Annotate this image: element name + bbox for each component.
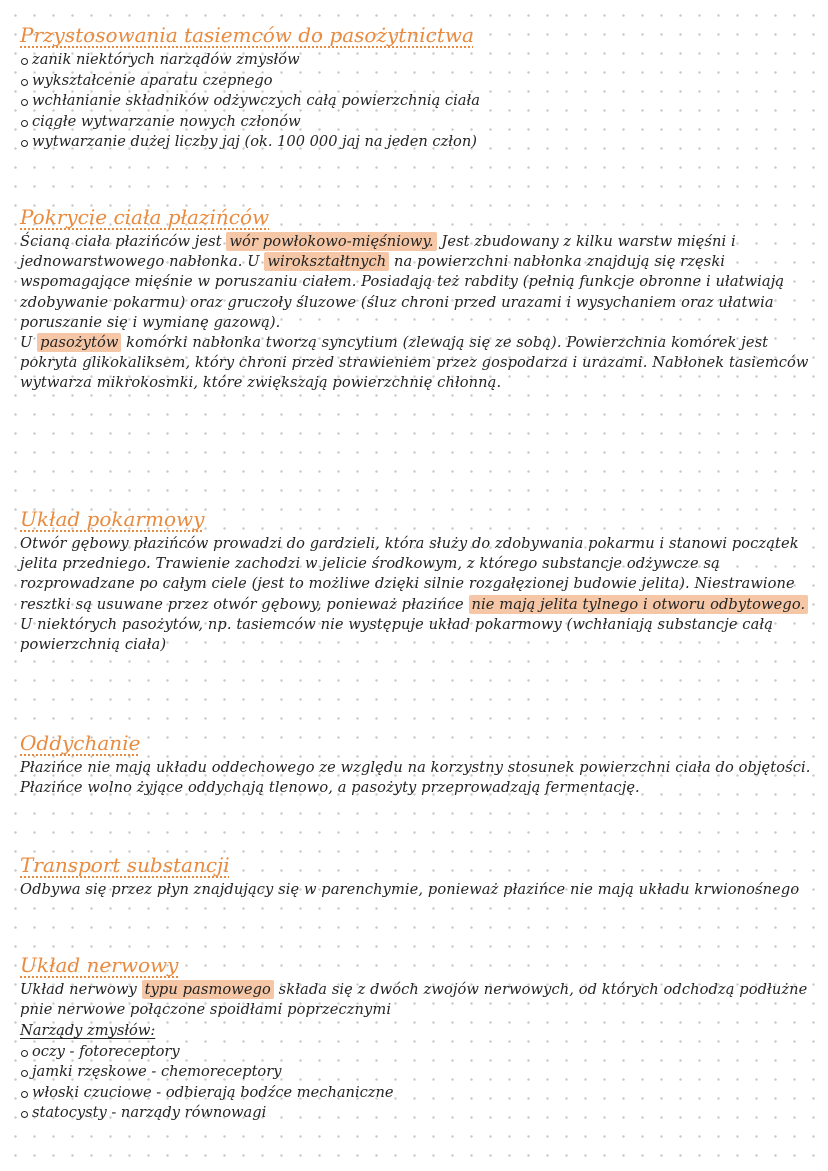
list-item: wykształcenie aparatu czepnego <box>20 71 820 92</box>
respiration-paragraph: Płazińce nie mają układu oddechowego ze względu na korzystny stosunek powierzchni ciała do objętości. Płazińce wolno żyjące oddychają tlenowo, a pasożyty przeprowadzają fermentację. <box>20 759 811 797</box>
section-title-transport: Transport substancji <box>20 853 230 877</box>
highlight: wirokształtnych <box>264 252 389 271</box>
text-run: Jest zbudowany z kilku warstw mięśni i jednowarstwowego nabłonka. U <box>20 233 736 271</box>
list-item: oczy - fotoreceptory <box>20 1042 820 1063</box>
text-run: Otwór gębowy płazińców prowadzi do gardzieli, która służy do zdobywania pokarmu i stanowi początek jelita przedniego. Trawienie zachodzi w jelicie środkowym, z którego substancje odżywcze są rozprowadzane po całym ciele (jest to możliwe dzięki silnie rozgałęzionej budowie jelita). Niestrawione resztki są usuwane przez otwór gębowy, ponieważ płazińce <box>20 535 799 613</box>
text-run: Ścianą ciała płazińców jest <box>20 233 227 250</box>
section-title-digestive: Układ pokarmowy <box>20 507 205 531</box>
body-cover-paragraph-1 <box>20 232 820 333</box>
list-item: włoski czuciowe - odbierają bodźce mechaniczne <box>20 1083 820 1104</box>
text-run: U <box>20 334 38 352</box>
list-item: zanik niektórych narządów zmysłów <box>20 50 820 71</box>
text-run: składa się z dwóch zwojów nerwowych, od których odchodzą podłużne pnie nerwowe połączone spoidłami poprzecznymi <box>20 981 808 1019</box>
digestive-paragraph <box>20 534 820 655</box>
highlight: wór powłokowo-mięśniowy. <box>226 232 436 251</box>
section-title-nervous: Układ nerwowy <box>20 953 179 977</box>
list-item: wytwarzanie dużej liczby jaj (ok. 100 000 jaj na jeden człon) <box>20 132 820 153</box>
highlight: pasożytów <box>37 333 121 352</box>
text-run: komórki nabłonka tworzą syncytium (zlewają się ze sobą). Powierzchnia komórek jest pokryta glikokaliksem, który chroni przed strawieniem przez gospodarza i urazami. Nabłonek tasiemców wytwarza mikrokosmki, które zwiększają powierzchnię chłonną. <box>20 334 809 392</box>
list-item: jamki rzęskowe - chemoreceptory <box>20 1062 820 1083</box>
body-cover-paragraph-2 <box>20 333 820 394</box>
text-run: Układ nerwowy <box>20 981 142 998</box>
senses-list <box>20 1042 820 1124</box>
section-nervous <box>20 952 820 1124</box>
list-item: wchłanianie składników odżywczych całą powierzchnią ciała <box>20 91 820 112</box>
section-transport <box>20 852 820 900</box>
adaptations-list <box>20 50 820 153</box>
section-body-cover <box>20 204 820 394</box>
section-respiration <box>20 730 820 798</box>
section-title-body-cover: Pokrycie ciała płazińców <box>20 205 270 229</box>
nervous-paragraph <box>20 980 820 1020</box>
text-run: na powierzchni nabłonka znajdują się rzęski wspomagające mięśnie w poruszaniu ciałem. Posiadają też rabdity (pełnią funkcje obronne i ułatwiają zdobywanie pokarmu) oraz gruczoły śluzowe (śluz chroni przed urazami i wysychaniem oraz ułatwia poruszanie się i wymianę gazową). <box>20 253 785 331</box>
senses-subtitle: Narządy zmysłów: <box>20 1022 156 1040</box>
section-title-adaptations: Przystosowania tasiemców do pasożytnictwa <box>20 23 474 47</box>
list-item: statocysty - narządy równowagi <box>20 1103 820 1124</box>
section-digestive <box>20 506 820 655</box>
transport-paragraph: Odbywa się przez płyn znajdujący się w parenchymie, ponieważ płazińce nie mają układu krwionośnego <box>20 881 800 898</box>
highlight: nie mają jelita tylnego i otworu odbytowego. <box>469 595 809 614</box>
list-item: ciągłe wytwarzanie nowych członów <box>20 112 820 133</box>
highlight: typu pasmowego <box>142 980 274 999</box>
section-title-respiration: Oddychanie <box>20 731 141 755</box>
text-run: U niektórych pasożytów, np. tasiemców nie występuje układ pokarmowy (wchłaniają substancje całą powierzchnią ciała) <box>20 615 774 654</box>
section-adaptations <box>20 22 820 153</box>
